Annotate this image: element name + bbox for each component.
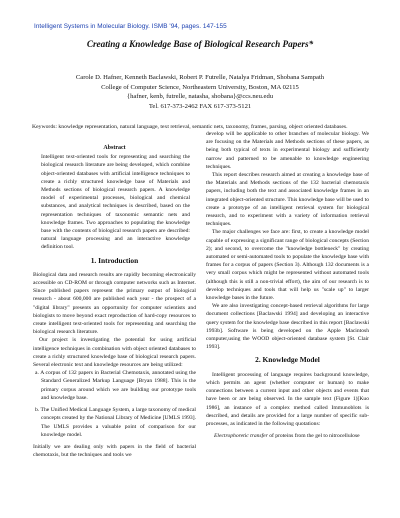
right-column [206,130,369,440]
intro-paragraph-4: This report describes research aimed at creating a knowledge base of the Materials and Methods sections of the 132 bacterial chemotaxis papers, including both the text and associated knowledge frames in an integrated object-oriented structure. This knowledge base will be used to create a prototype of an intelligent retrieval system for biological research, and to experiment with a variety of information retrieval techniques. [206,172,369,228]
intro-paragraph-6: We are also investigating concept-based retrieval algorithms for large document collections [Baclawski 1994] and developing an interactive query system for the knowledge base described in this report [Baclawski 1993b]. Software is being developed on the Apple Macintosh computer,using the WOOD object-oriented database system [St. Clair 1993]. [206,303,369,351]
author-affiliation: College of Computer Science, Northeastern University, Boston, MA 02115 [101,83,299,91]
intro-paragraph-2: Our project is investigating the potential for using artificial intelligence techniques in combination with object oriented databases to create a richly structured knowledge base of biological research papers. Several electronic text and knowledge resources are being utilized: [33,337,196,369]
intro-paragraph-5: The major challenges we face are: first, to create a knowledge model capable of expressing a significant range of biological concepts (Section 2); and second, to overcome the "knowledge bottleneck" by creating automated or semi-automated tools to populate the knowledge base with frames for a corpus of papers (Section 3). Although 132 documents is a very small corpus which might be represented without automated tools (although this is still a non-trivial effort), the aim of our research is to develop techniques and tools that will help us "scale up" to larger knowledge bases in the future. [206,229,369,302]
abstract-body: Intelligent text-oriented tools for representing and searching the biological research literature are being developed, which combine object-oriented databases with artificial intelligence techniques to create a richly structured knowledge base of Materials and Methods sections of biological research papers. A knowledge model of experimental processes, biological and chemical substances, and analytical techniques is described, based on the representation techniques of taxonomic semantic nets and knowledge frames. Two approaches to populating the knowledge base with the contents of biological research papers are described: natural language processing and an interactive knowledge definition tool. [41,154,190,251]
paper-title: Creating a Knowledge Base of Biological Research Papers* [86,39,314,49]
running-head: Intelligent Systems in Molecular Biology. ISMB '94, pages. 147-155 [34,23,227,30]
author-phone: Tel. 617-373-2462 FAX 617-373-5121 [148,102,252,110]
left-column [33,144,196,459]
intro-paragraph-continued: develop will be applicable to other branches of molecular biology. We are focusing on the Materials and Methods sections of these papers, as being both typical of texts in experimental biology and sufficiently narrow and patterned to be amenable to knowledge engineering techniques. [206,131,369,170]
quotation-label: Electrophoretic transfer [214,433,268,440]
knowledge-model-paragraph-1: Intelligent processing of language requires background knowledge, which permits an agent (whether computer or human) to make connections between a current input and other objects and events that have been or are being observed. In the sample text (Figure 1)[Kuo 1986], an instance of a complex method called Immunoblots is described, and details are provided for a large number of specific sub-processes, as indicated in the following quotations: [206,371,369,427]
section-heading-knowledge-model: 2. Knowledge Model [255,355,320,365]
list-item-a: a. A corpus of 132 papers in Bacterial Chemotaxis, annotated using the Standard Generalized Markup Language [Bryan 1988]. This is the primary corpus around which we are building our prototype tools and knowledge base. [35,370,196,401]
section-heading-introduction: 1. Introduction [90,255,139,265]
abstract-heading: Abstract [103,145,126,151]
author-emails: {hafner, kenb, futrelle, natasha, shobana}@ccs.neu.edu [126,93,274,101]
keywords: Keywords: knowledge representation, natural language, text retrieval, semantic nets, taxonomy, frames, parsing, object oriented databases. [32,124,348,130]
list-item-b: b. The Unified Medical Language System, a large taxonomy of medical concepts created by the National Library of Medicine [UMLS 1993]. The UMLS provides a valuable point of comparison for our knowledge model. [35,407,196,438]
author-block [0,73,400,111]
quotation-1 [206,432,369,440]
quotation-text: of proteins from the gel to nitrocellulose [267,433,360,440]
intro-paragraph-3: Initially we are dealing only with papers in the field of bacterial chemotaxis, but the techniques and tools we [33,443,196,459]
author-names: Carole D. Hafner, Kenneth Baclawski, Robert P. Futrelle, Natalya Fridman, Shobana Sampath [75,74,325,81]
intro-paragraph-1: Biological data and research results are rapidly becoming electronically accessible on CD-ROM or through computer networks such as Internet. Since published papers represent the primary output of biological research - about 600,000 are published each year - the prospect of a "digital library" presents an opportunity for computer scientists and biologists to move beyond exact reproduction of hard-copy resources to create intelligent text-oriented tools for representing and searching the biological research literature. [33,271,196,336]
